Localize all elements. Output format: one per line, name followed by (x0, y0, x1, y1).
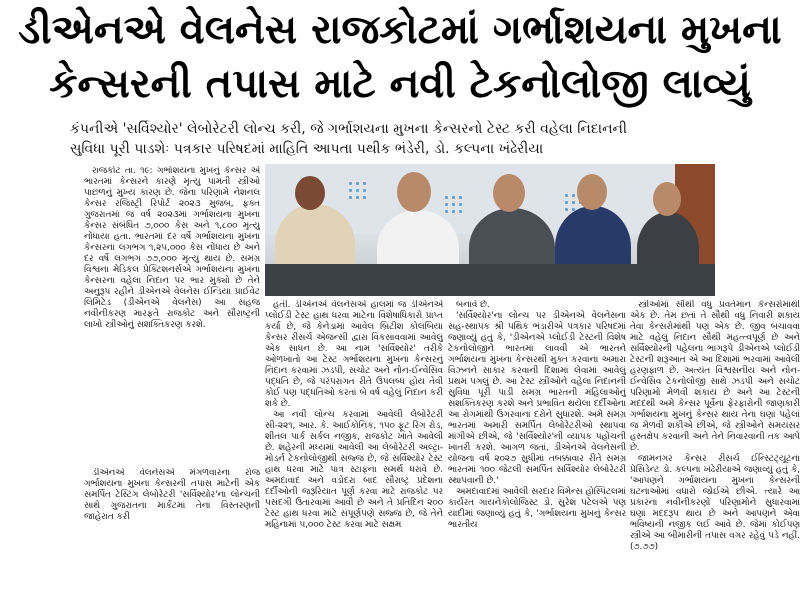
article-column-left-continued (84, 468, 260, 588)
paragraph: હતી. ડીએનએ વેલનેસએ હાલમાં જ ડીએનએ પ્લોઈડી ટેસ્ટ હાથ ધરવા માટેના વિશેષાધિકારો પ્રાપ્ત કર્યા છે, જે કેનેડામાં આવેલ બ્રિટીશ કોલંબિયા કેન્સર રીસર્ચ એજન્સી દ્વારા વિકસાવવામાં આવેલું એક સાધન છે. આ નામ 'સર્વિશ્યોર' તરીકે ઓળખાતો આ ટેસ્ટ ગર્ભાશયના મુખના કેન્સરનું નિદાન કરવામાં ઝડપી, સચોટ અને નોન-ઈન્વેસિવ પદ્ધતિ છે, જે પરંપરાગત રીતે ઉપલબ્ધ હોય તેવી કોઈ પણ પદ્ધતિઓ કરતાં બે વર્ષ વહેલું નિદાન કરી શકે છે. (265, 300, 443, 409)
paragraph: જામનગર કેન્સર રીસર્ચ ઈન્સ્ટિટ્યૂટના પ્રેસિડેન્ટ ડો. કલ્પના ખંઢેરીયાએ જણાવ્યું હતું કે, 'આપણને ગર્ભાશયના મુખના કેન્સરની ઘટનાઓમાં વધારો જોઈએ છીએ. ત્યારે આ પ્રકારના નવીનીકરણો પરિણામોને સુધારવામાં ઘણાં મદદરૂપ થાય છે અને આપણને એવા ભવિષ્યની નજીક લઈ આવે છે. જેમાં કોઈપણ સ્ત્રીએ આ બીમારીની તપાસ વગર રહેવું પડે નહીં. (૭.૭૭) (630, 454, 800, 552)
person-3-head (493, 174, 525, 212)
article-column-left (84, 166, 260, 466)
article-column-2 (265, 300, 443, 596)
paragraph: રાજકોટ તા. ૧૯: ગર્ભાશયના મુખનું કેન્સર એ ભારતમાં કેન્સરને કારણે મૃત્યુ પામતી સ્ત્રીઓ પાછળનું મુખ્ય કારણ છે. જેના પરિણામે નેશનલ કેન્સર રજિસ્ટ્રી રિપોર્ટ ૨૦૨૩ મુજબ, ફક્ત ગુજરાતમાં જ વર્ષ ૨૦૨૩માં ગર્ભાશયના મુખના કેન્સર સંબંધિત ૭,૦૦૦ કેસ અને ૧,૮૦૦ મૃત્યુ નોંધાયા હતા. ભારતમાં દર વર્ષે ગર્ભાશયના મુખના કેન્સરના લગભગ ૧,૨૫,૦૦૦ કેસ નોંધાય છે અને દર વર્ષે લગભગ ૭૭,૦૦૦ મૃત્યુ થાય છે. સમગ્ર વિશ્વના મેડિકલ પ્રેક્ટિશનર્સએ ગર્ભાશયના મુખના કેન્સરના વહેલા નિદાન પર ભાર મુક્યો છે તેને અનુરૂપ રહીને ડીએનએ વેલનેસ ઈન્ડિયા પ્રાઈવેટ લિમિટેડ (ડીએનએ વેલનેસ) આ સહજ નવીનીકરણ મારફતે રાજકોટ અને સૌરાષ્ટ્રની લાખો સ્ત્રીઓનું સશક્તિકરણ કરશે. (84, 166, 260, 330)
paragraph: આ નવી લોન્ચ કરવામાં આવેલી લેબોરેટરી સી-૨૨૧, આર. કે. આઈકોનિક, ૧૫૦ ફૂટ રિંગ રોડ, શીતલ પાર્ક સર્કલ નજીક, રાજકોટ ખાતે આવેલી છે. શહેરની મધ્યમાં આવેલી આ લેબોરેટરી અલ્ટ્રા-મોડર્ન ટેકનોલોજીથી સજ્જ છે, જે સર્વિશ્યોર ટેસ્ટ હાથ ધરવા માટે પાત્ર સ્ટાફના સમર્થ ધરાવે છે. અમદાવાદ અને વડોદરા બાદ સૌરાષ્ટ્ર પ્રદેશના દર્દીઓની જરૂરિયાત પૂર્ણ કરવા માટે રાજકોટ પર પસંદગી ઉતારવામાં આવી છે અને તે પ્રતિદિન ૨૦૦ ટેસ્ટ હાથ ધરવા માટે સંપૂર્ણપણે સજ્જ છે, જે તેને મહિનામાં ૫,૦૦૦ ટેસ્ટ કરવા માટે સક્ષમ (265, 410, 443, 530)
paragraph: બનાવે છે. (456, 300, 490, 310)
press-conference-photo (265, 164, 715, 296)
person-5-head (653, 182, 681, 216)
paragraph: સ્ત્રીઓમાં સૌથી વધુ પ્રવર્તમાન કેન્સરોમાંથી એક છે. તેમ છતાં તે સૌથી વધુ નિવારી શકાય તેવા કેન્સરોમાંથી પણ એક છે. જીવ બચાવવા માટે વહેલું નિદાન સૌથી મહત્ત્વપૂર્ણ છે અને સર્વિશ્યોરની પહેલના ભાગરૂપે ડીએનએ પ્લોઈડી ટેસ્ટની શરૂઆત એ આ દિશામાં ભરવામાં આવેલી હરણફાળ છે. અત્યંત વિશ્વસનીય અને નોન-ઈન્વેસિવ ટેકનોલોજી સાથે ઝડપી અને સચોટ પરિણામો મેળવી શકાય છે અને આ ટેસ્ટની મદદથી અમે કેન્સર પૂર્વેના ફેરફારોની જાણકારી ગર્ભાશયના મુખનું કેન્સર થાય તેના ઘણાં પહેલાં જ મેળવી શકીએ છીએ, જે સ્ત્રીઓને સમયસર હસ્તક્ષેપ કરવાની અને તેને નિવારવાની તક આપે છે. (630, 300, 800, 453)
paragraph: 'સર્વિશ્યોર'ના લોન્ચ પર ડીએનએ વેલનેસના સહ-સ્થાપક શ્રી પથિક ભંડારીએ પત્રકાર પરિષદમાં જણાવ્યું હતું કે, 'ડીએનએ પ્લોઈડી ટેસ્ટની વિશેષ ટેકનોલોજીને ભારતમાં લાવવી એ ભારતને ગર્ભાશયના મુખના કેન્સરથી મુક્ત કરવાના અમારા વિઝનને સાકાર કરવાની દિશામાં લેવામાં આવેલું પ્રથમ પગલું છે. આ ટેસ્ટ સ્ત્રીઓને વહેલા નિદાનની સુવિધા પૂરી પાડી સમગ્ર ભારતની મહિલાઓનું સશક્તિકરણ કરશે અને પ્રભાવિત થયેલા દર્દીઓના આ રોગમાંથી ઉગરવાના દરોને સુધારશે. અમે સમગ્ર ભારતમાં અમારી સમર્પિત લેબોરેટરીઓ સ્થાપવા માંગીએ છીએ, જે 'સર્વિશ્યોર'ની વ્યાપક પહોંચની ખાતરી કરશે. આગળ જતાં, ડીએનએ વેલનેસની યોજના વર્ષ ૨૦૨૭ સુધીમાં તબક્કાવાર રીતે સમગ્ર ભારતમાં ૧૦૦ જેટલી સમર્પિત સર્વિશ્યોર લેબોરેટરી સ્થાપવાની છે.' (448, 311, 626, 486)
person-1-head (295, 176, 325, 210)
subheadline-line-1: કંપનીએ 'સર્વિશ્યોર' લેબોરેટરી લોન્ચ કરી, જે ગર્ભાશયના મુખના કેન્સરનો ટેસ્ટ કરી વહેલા નિદાનની (70, 121, 627, 137)
photo-table (265, 264, 715, 296)
headline-line-1: ડીએનએ વેલનેસ રાજકોટમાં ગર્ભાશયના મુખના (18, 7, 782, 53)
person-4-head (577, 174, 607, 210)
paragraph: ડીએનએ વેલનેસએ મંગળવારના રોજ ગર્ભાશયના મુખના કેન્સરની તપાસ માટેની એક સમર્પિત ટેસ્ટિંગ લેબોરેટરી 'સર્વિશ્યોર'ના લોન્ચની સાથે ગુજરાતના માર્કેટમાં તેના વિસ્તરણની જાહેરાત કરી (84, 468, 260, 522)
article-column-3 (448, 300, 626, 596)
headline-line-2: કેન્સરની તપાસ માટે નવી ટેકનોલોજી લાવ્યું (49, 61, 751, 107)
backdrop-logo (347, 180, 369, 202)
backdrop-logo (443, 194, 465, 216)
person-2-head (397, 172, 431, 212)
paragraph: અમદાવાદમાં આવેલી સરદાર વિમેન્સ હોસ્પિટલમાં કાર્યરત ગાયનેકોલોજિસ્ટ ડો. સુરેશ પટેલએ પણ યાદીમાં જણાવ્યું હતું કે, 'ગર્ભાશયના મુખનું કેન્સર ભારતીય (448, 487, 626, 530)
article-column-4 (630, 300, 800, 596)
subheadline-line-2: સુવિધા પૂરી પાડશેઃ પત્રકાર પરિષદમાં માહિતિ આપતા પથીક ભંડેરી, ડો. કલ્પના ખંઢેરીયા (70, 141, 544, 157)
